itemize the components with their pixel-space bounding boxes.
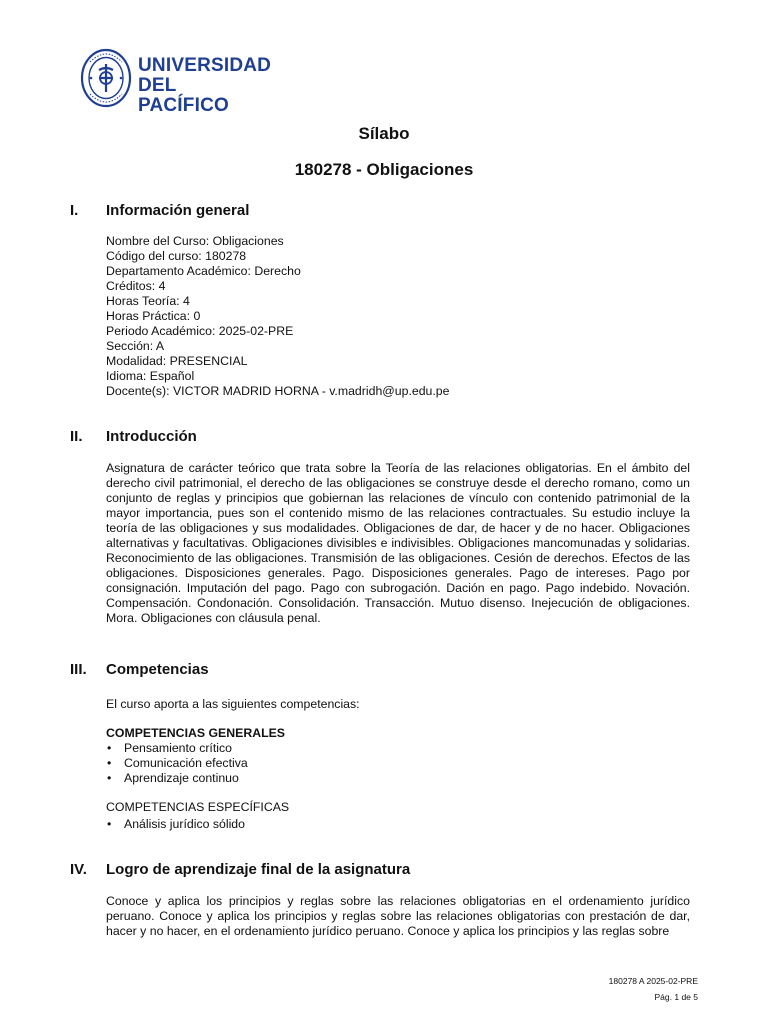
info-section: Sección: A (106, 339, 165, 353)
section-3-number: III. (70, 661, 87, 678)
logo-line-2: DEL PACÍFICO (138, 75, 229, 116)
section-1-number: I. (70, 202, 79, 219)
section-2-title: Introducción (106, 428, 197, 445)
list-item: • Análisis jurídico sólido (106, 817, 690, 832)
general-competencies-list (106, 741, 690, 786)
general-info-list (106, 234, 690, 399)
course-title: 180278 - Obligaciones (294, 160, 474, 179)
footer-course-code: 180278 A 2025-02-PRE (608, 976, 698, 986)
logo-line-1: UNIVERSIDAD (138, 55, 272, 76)
introduction-paragraph: Asignatura de carácter teórico que trata sobre la Teoría de las relaciones obligatorias. En el ámbito del derecho civil patrimonial, el derecho de las obligaciones se construye desde el derecho romano, como un conjunto de reglas y principios que gobiernan las relaciones de vínculo con contenido patrimonial de la mayor importancia, pues son el contenido mismo de las relaciones contractuales. Su estudio incluye la teoría de las obligaciones y sus modalidades. Obligaciones de dar, de hacer y de no hacer. Obligaciones alternativas y facultativas. Obligaciones divisibles e indivisibles. Obligaciones mancomunadas y solidarias. Reconocimiento de las obligaciones. Transmisión de las obligaciones. Cesión de derechos. Efectos de las obligaciones. Disposiciones generales. Pago. Disposiciones generales. Pago de intereses. Pago por consignación. Imputación del pago. Pago con subrogación. Dación en pago. Pago indebido. Novación. Compensación. Condonación. Consolidación. Transacción. Mutuo disenso. Inejecución de obligaciones. Mora. Obligaciones con cláusula penal. (106, 461, 690, 625)
university-seal-icon (80, 48, 132, 108)
info-department: Departamento Académico: Derecho (106, 264, 301, 278)
section-4-number: IV. (70, 861, 87, 878)
specific-competencies-heading: COMPETENCIAS ESPECÍFICAS (106, 800, 290, 814)
competencies-intro: El curso aporta a las siguientes competencias: (106, 697, 360, 711)
list-item: • Aprendizaje continuo (106, 771, 690, 786)
info-credits: Créditos: 4 (106, 279, 166, 293)
section-1-title: Información general (106, 202, 250, 219)
info-modality: Modalidad: PRESENCIAL (106, 354, 248, 368)
list-item: • Comunicación efectiva (106, 756, 690, 771)
logo-wordmark (138, 56, 271, 116)
info-academic-period: Periodo Académico: 2025-02-PRE (106, 324, 294, 338)
info-course-code: Código del curso: 180278 (106, 249, 247, 263)
section-4-title: Logro de aprendizaje final de la asignatura (106, 861, 411, 878)
section-3-title: Competencias (106, 661, 209, 678)
university-logo (80, 46, 272, 116)
info-theory-hours: Horas Teoría: 4 (106, 294, 190, 308)
info-instructor: Docente(s): VICTOR MADRID HORNA - v.madridh@up.edu.pe (106, 384, 450, 398)
specific-competencies-list (106, 817, 690, 832)
document-title: Sílabo (358, 124, 410, 143)
info-language: Idioma: Español (106, 369, 195, 383)
list-item: • Pensamiento crítico (106, 741, 690, 756)
info-practice-hours: Horas Práctica: 0 (106, 309, 201, 323)
general-competencies-heading: COMPETENCIAS GENERALES (106, 726, 286, 740)
info-course-name: Nombre del Curso: Obligaciones (106, 234, 284, 248)
learning-outcome-paragraph: Conoce y aplica los principios y reglas sobre las relaciones obligatorias en el ordenamiento jurídico peruano. Conoce y aplica los principios y reglas sobre las relaciones obligatorias con prestación de dar, hacer y no hacer, en el ordenamiento jurídico peruano. Conoce y aplica los principios y las reglas sobre (106, 894, 690, 938)
footer-page-number: Pág. 1 de 5 (654, 992, 698, 1002)
section-2-number: II. (70, 428, 83, 445)
